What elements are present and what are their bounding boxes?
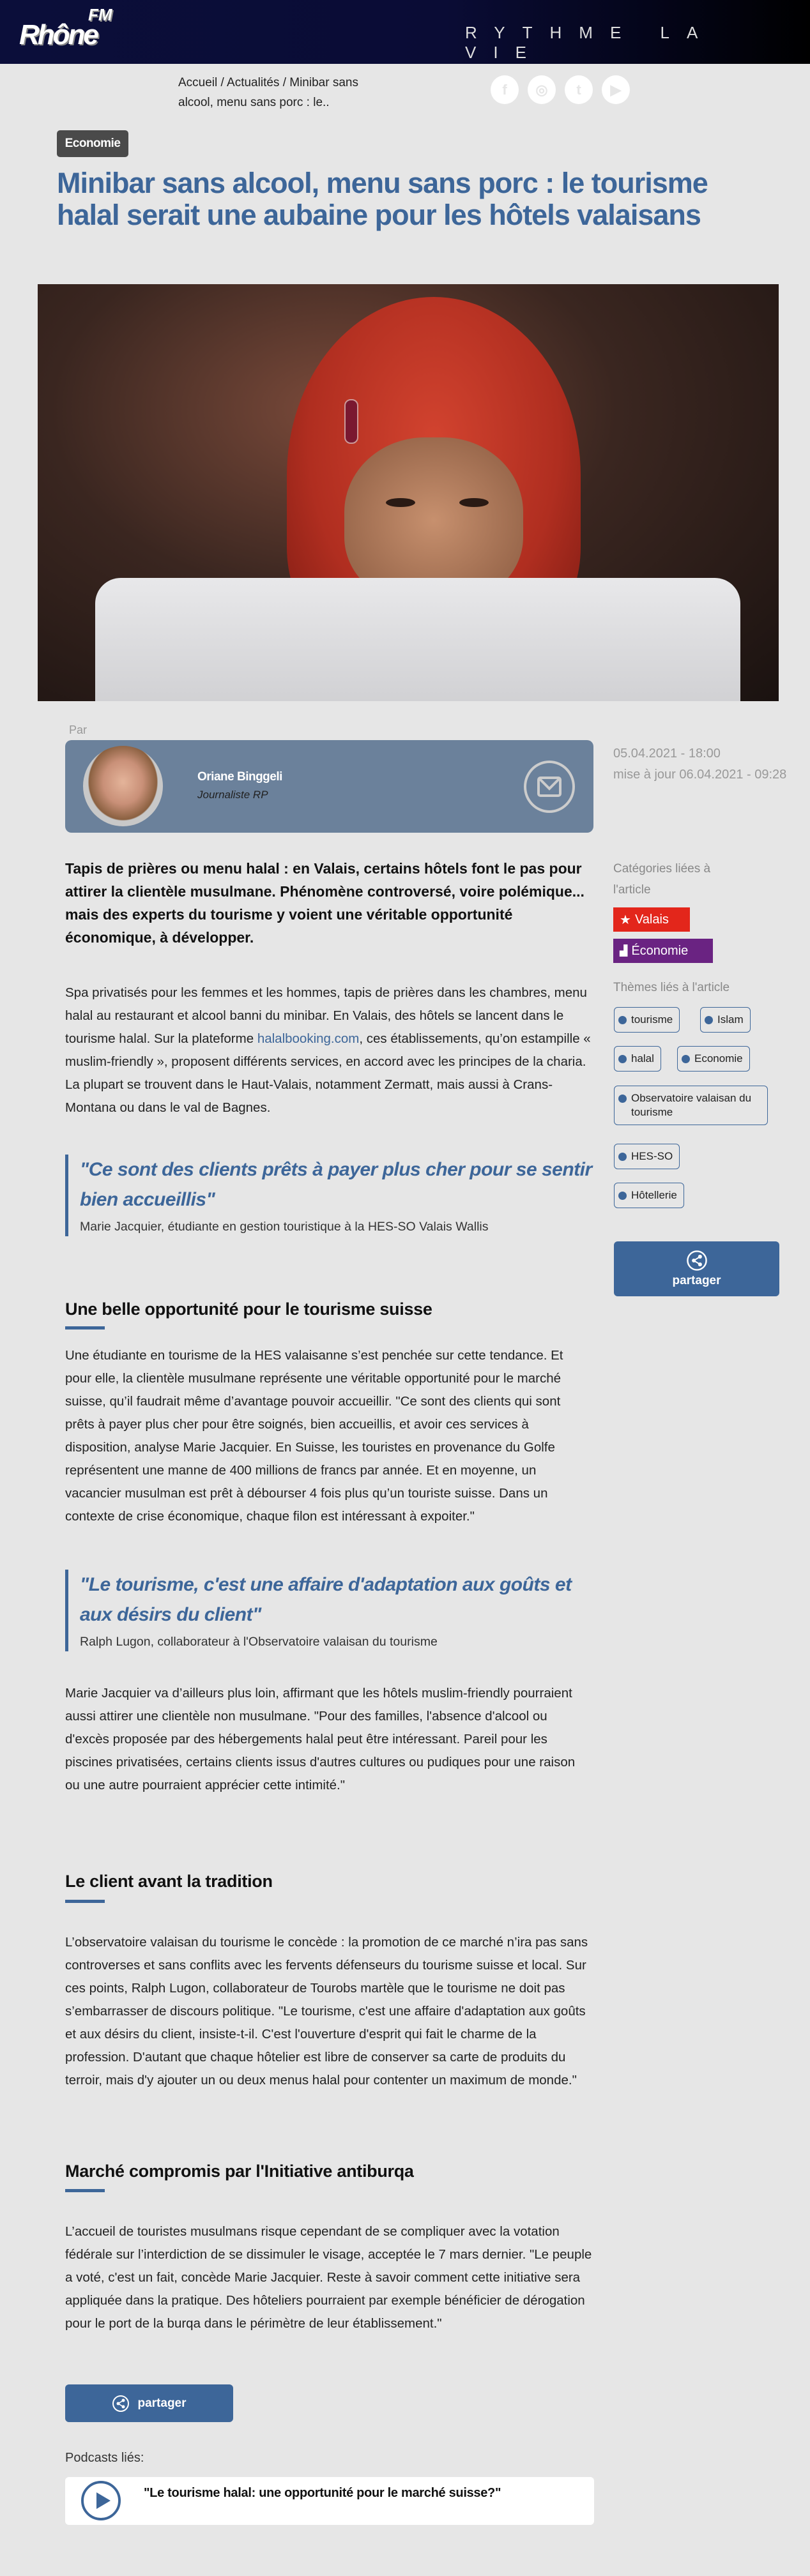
text: Spa privatisés pour les femmes et les hommes, tapis de prières dans les chambres, menu halal au restaurant et alcool banni du minibar. En Valais, des hôtels se lancent dans le tourisme halal. Sur la plateforme bbox=[65, 985, 587, 1046]
category-label: Valais bbox=[634, 912, 669, 927]
bullet-icon bbox=[618, 1153, 627, 1161]
podcast-title[interactable]: "Le tourisme halal: une opportunité pour le marché suisse?" bbox=[144, 2486, 501, 2500]
instagram-icon[interactable]: ◎ bbox=[528, 75, 556, 104]
article-paragraph: Marie Jacquier va d’ailleurs plus loin, affirmant que les hôtels muslim-friendly pourraient aussi attirer une clientèle non musulmane. "Pour des familles, l'absence d'alcool ou d'excès proposée par des hébergements halal peut être intéressant. Pareil pour les piscines privatisées, certains clients issus d'autres cultures ou pudiques pour une raison ou une autre pourraient apprécier cette intimité." bbox=[65, 1686, 576, 1792]
pull-quote bbox=[65, 1155, 592, 1236]
page-title: Minibar sans alcool, menu sans porc : le tourisme halal serait une aubaine pour les hôtels valaisans bbox=[57, 167, 708, 231]
tag-label: Hôtellerie bbox=[631, 1189, 677, 1201]
breadcrumb[interactable]: Accueil / Actualités / Minibar sans alcool, menu sans porc : le.. bbox=[178, 76, 358, 109]
publish-date: 05.04.2021 - 18:00 bbox=[613, 746, 721, 761]
tag-label: halal bbox=[631, 1052, 654, 1064]
play-icon[interactable] bbox=[81, 2481, 121, 2520]
update-date: mise à jour 06.04.2021 - 09:28 bbox=[613, 768, 787, 782]
logo-fm: FM bbox=[88, 5, 112, 24]
share-icon bbox=[686, 1250, 708, 1271]
site-header bbox=[0, 0, 810, 64]
mail-button[interactable] bbox=[524, 761, 575, 813]
hero-pendant-shape bbox=[344, 399, 358, 444]
bullet-icon bbox=[682, 1055, 690, 1063]
section-heading: Marché compromis par l'Initiative antiburqa bbox=[65, 2162, 414, 2181]
bullet-icon bbox=[618, 1016, 627, 1024]
bullet-icon bbox=[705, 1016, 713, 1024]
author-name[interactable]: Oriane Binggeli bbox=[197, 770, 282, 784]
article-paragraph: L’observatoire valaisan du tourisme le concède : la promotion de ce marché n’ira pas sans controverses et sans conflits avec les fervents défenseurs du tourisme suisse et local. Sur ces points, Ralph Lugon, collaborateur de Tourobs martèle que le tourisme ne doit pas s’embarrasser de discours politique. "Le tourisme, c'est une affaire d'adaptation aux goûts et aux désirs du client, insiste-t-il. C'est l'ouverture d'esprit qui fait le charme de la profession. D'autant que chaque hôtelier est libre de conserver sa carte de produits du terroir, mais d'y ajouter un ou deux menus halal pour contenter un maximum de monde." bbox=[65, 1935, 588, 2087]
quote-author: Ralph Lugon, collaborateur à l'Observatoire valaisan du tourisme bbox=[80, 1635, 438, 1649]
theme-tag[interactable] bbox=[614, 1183, 684, 1208]
categories-title: Catégories liées à l'article bbox=[613, 862, 711, 897]
article-paragraph: L’accueil de touristes musulmans risque cependant de se compliquer avec la votation fédérale sur l’interdiction de se dissimuler le visage, acceptée le 7 mars dernier. "Le peuple a voté, c'est un fait, concède Marie Jacquier. Reste à savoir comment cette initiative sera appliquée dans la pratique. Des hôteliers pourraient par exemple bénéficier de dérogation pour le port de la burqa dans le périmètre de leur établissement." bbox=[65, 2224, 592, 2331]
theme-tag[interactable] bbox=[614, 1007, 680, 1033]
theme-tag[interactable] bbox=[614, 1086, 768, 1125]
share-button[interactable] bbox=[65, 2384, 233, 2422]
by-label: Par bbox=[69, 724, 88, 736]
author-role: Journaliste RP bbox=[197, 789, 268, 801]
hero-eye-shape bbox=[459, 498, 489, 507]
section-heading: Une belle opportunité pour le tourisme suisse bbox=[65, 1299, 432, 1319]
themes-title: Thèmes liés à l'article bbox=[613, 981, 730, 994]
theme-tag[interactable] bbox=[677, 1046, 750, 1072]
facebook-icon[interactable]: f bbox=[491, 75, 519, 104]
mail-icon bbox=[537, 776, 562, 798]
hero-image bbox=[38, 284, 779, 701]
category-economie[interactable] bbox=[613, 939, 713, 963]
article-lead: Tapis de prières ou menu halal : en Valais, certains hôtels font le pas pour attirer la clientèle musulmane. Phénomène controversé, voire polémique... mais des experts du tourisme y voient une véritable opportunité économique, à développer. bbox=[65, 860, 585, 946]
tag-label: Islam bbox=[717, 1013, 744, 1026]
tag-label: tourisme bbox=[631, 1013, 673, 1026]
bullet-icon bbox=[618, 1095, 627, 1103]
bullet-icon bbox=[618, 1192, 627, 1200]
hero-eye-shape bbox=[386, 498, 415, 507]
tag-label: HES-SO bbox=[631, 1150, 673, 1162]
pull-quote bbox=[65, 1570, 592, 1651]
author-card bbox=[65, 740, 593, 833]
theme-tag[interactable] bbox=[614, 1046, 661, 1072]
category-label: Économie bbox=[631, 943, 689, 958]
rhone-fm-logo[interactable] bbox=[19, 5, 115, 56]
share-label: partager bbox=[137, 2396, 187, 2410]
logo-word: Rhône bbox=[19, 19, 97, 50]
quote-text: "Le tourisme, c'est une affaire d'adaptation aux goûts et aux désirs du client" bbox=[80, 1574, 572, 1625]
star-icon: ★ bbox=[620, 913, 631, 927]
article-dates bbox=[613, 743, 805, 785]
theme-tag[interactable] bbox=[614, 1144, 680, 1169]
podcast-card[interactable] bbox=[65, 2477, 594, 2525]
twitter-icon[interactable]: t bbox=[565, 75, 593, 104]
share-label: partager bbox=[672, 1274, 721, 1287]
youtube-icon[interactable]: ▶ bbox=[602, 75, 630, 104]
tag-label: Economie bbox=[694, 1052, 743, 1064]
article-paragraph: Une étudiante en tourisme de la HES valaisanne s’est penchée sur cette tendance. Et pour elle, la clientèle musulmane représente une véritable opportunité pour le marché suisse, qu’il faudrait même d’avantage pouvoir accueillir. "Ce sont des clients qui sont prêts à payer plus cher pour être soignés, bien accueillis, et avoir ces services à disposition, analyse Marie Jacquier. En Suisse, les touristes en provenance du Golfe représentent une manne de 400 millions de francs par année. Et en moyenne, un vacancier musulman est prêt à débourser 4 fois plus qu’un touriste suisse. Dans un contexte de crise économique, chaque filon est intéressant à expoiter." bbox=[65, 1348, 563, 1524]
article-paragraph bbox=[65, 981, 592, 1119]
avatar bbox=[83, 746, 163, 826]
quote-author: Marie Jacquier, étudiante en gestion touristique à la HES-SO Valais Wallis bbox=[80, 1220, 489, 1234]
social-links bbox=[491, 75, 630, 104]
chart-icon: ▟ bbox=[620, 946, 628, 957]
heading-underline bbox=[65, 1326, 105, 1330]
category-badge[interactable]: Economie bbox=[57, 130, 128, 157]
text: , ces établissements, qu’on estampille « muslim-friendly », proposent différents services, en accord avec les principes de la charia. La plupart se trouvent dans le Haut-Valais, notamment Zermatt, mais aussi à Crans-Montana ou dans le val de Bagnes. bbox=[65, 1031, 591, 1115]
bullet-icon bbox=[618, 1055, 627, 1063]
slogan: RYTHME LA VIE bbox=[465, 23, 714, 62]
sidebar-share-button[interactable] bbox=[614, 1241, 779, 1296]
heading-underline bbox=[65, 1900, 105, 1903]
quote-text: "Ce sont des clients prêts à payer plus cher pour se sentir bien accueillis" bbox=[80, 1159, 592, 1210]
share-icon bbox=[112, 2395, 130, 2413]
heading-underline bbox=[65, 2189, 105, 2192]
tag-label: Observatoire valaisan du tourisme bbox=[631, 1092, 752, 1118]
podcasts-label: Podcasts liés: bbox=[65, 2451, 144, 2465]
section-heading: Le client avant la tradition bbox=[65, 1872, 273, 1891]
category-valais[interactable] bbox=[613, 907, 690, 932]
hero-laptop-shape bbox=[95, 578, 740, 701]
theme-tag[interactable] bbox=[700, 1007, 751, 1033]
halalbooking-link[interactable]: halalbooking.com bbox=[257, 1031, 360, 1046]
